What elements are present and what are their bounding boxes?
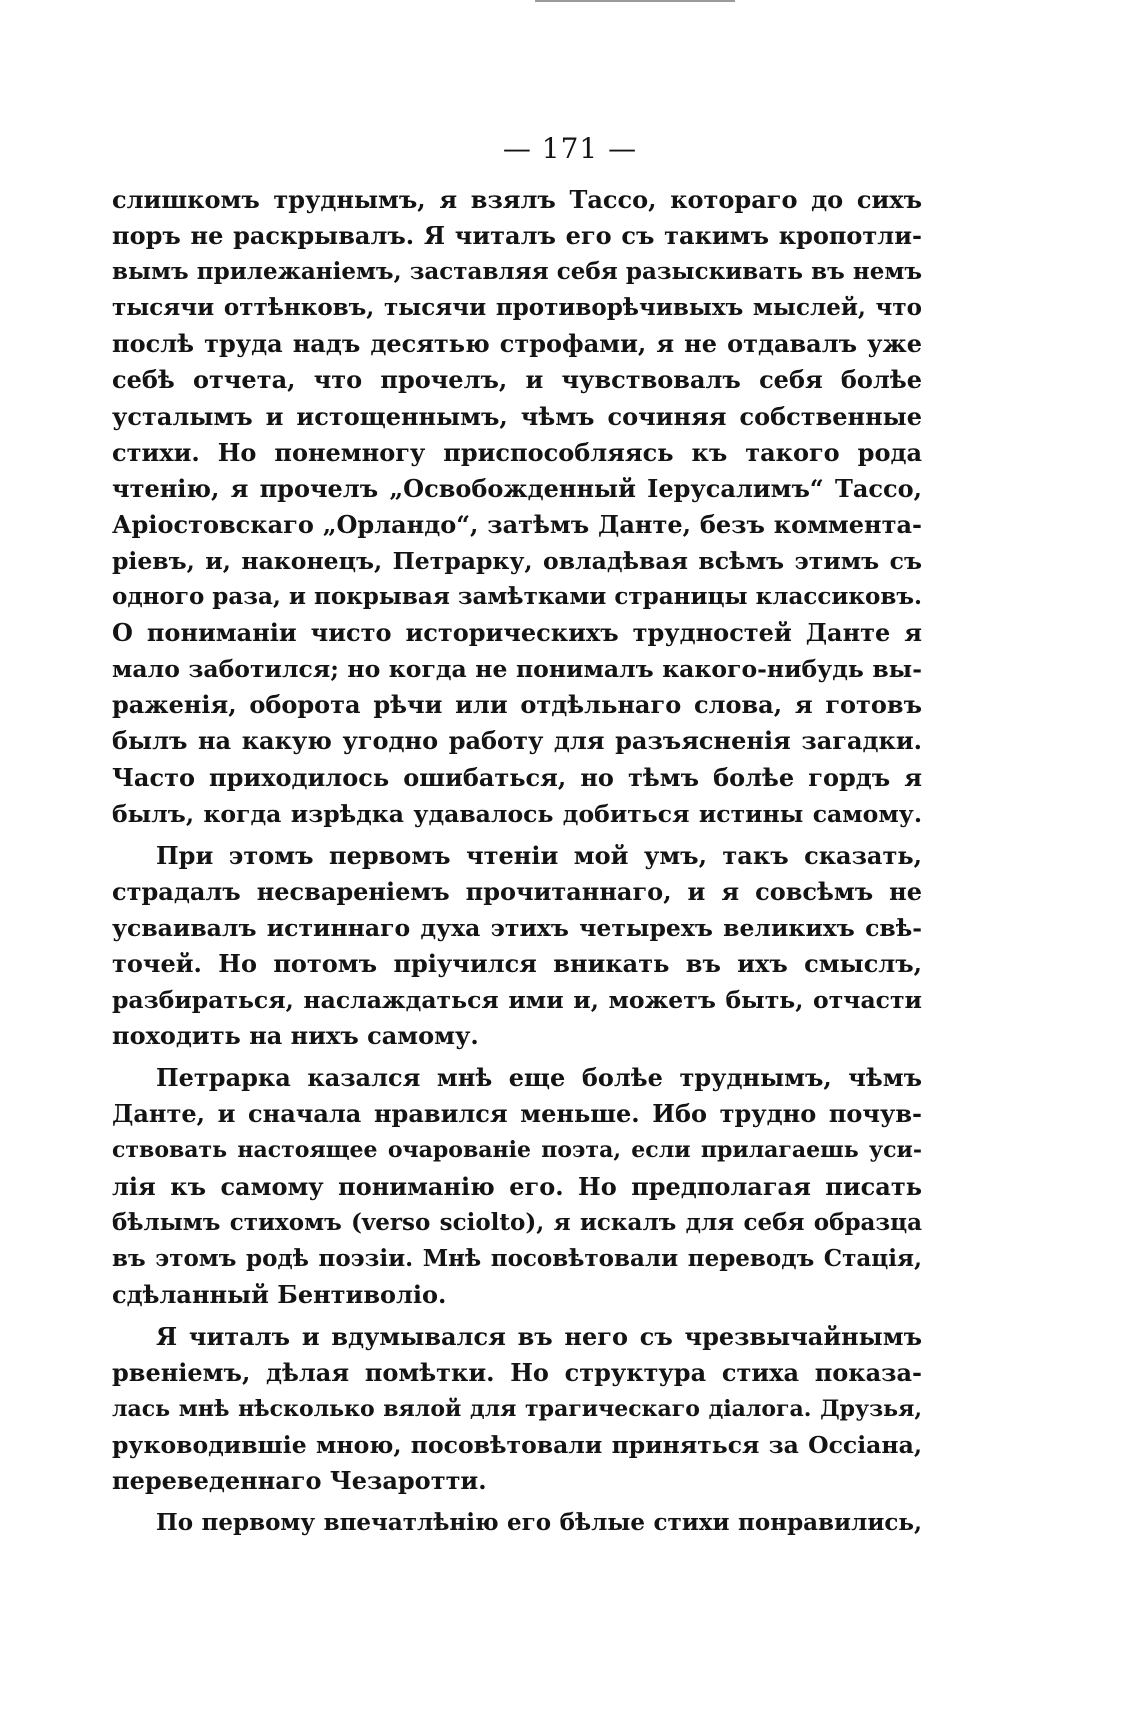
text-line: себѣ отчета, что прочелъ, и чувствовалъ себя болѣе	[112, 365, 922, 395]
text-body	[112, 182, 922, 1541]
text-line: тысячи оттѣнковъ, тысячи противорѣчивыхъ мыслей, что	[112, 294, 922, 322]
text-line: лія къ самому пониманію его. Но предполагая писать	[112, 1171, 922, 1201]
text-line: ріевъ, и, наконецъ, Петрарку, овладѣвая всѣмъ этимъ съ	[112, 546, 922, 575]
text-line: ствовать настоящее очарованіе поэта, если прилагаешь уси-	[112, 1137, 922, 1164]
text-line: О пониманіи чисто историческихъ трудностей Данте я	[112, 618, 922, 648]
text-line: лась мнѣ нѣсколько вялой для трагическаго діалога. Друзья,	[112, 1396, 922, 1423]
paragraph	[112, 1505, 922, 1541]
text-line: Данте, и сначала нравился меньше. Ибо трудно почув-	[112, 1099, 922, 1129]
text-line: усталымъ и истощеннымъ, чѣмъ сочиняя собственные	[112, 401, 922, 431]
text-line: руководившіе мною, посовѣтовали приняться за Оссіана,	[112, 1431, 922, 1460]
paragraph	[112, 1319, 922, 1499]
text-line: разбираться, наслаждаться ими и, можетъ быть, отчасти	[112, 986, 922, 1015]
text-line: чтенію, я прочелъ „Освобожденный Іерусалимъ“ Тассо,	[112, 473, 922, 503]
text-line: былъ, когда изрѣдка удавалось добиться истины самому.	[112, 799, 922, 828]
text-line: По первому впечатлѣнію его бѣлые стихи понравились,	[156, 1509, 922, 1537]
text-line: Я читалъ и вдумывался въ него съ чрезвычайнымъ	[156, 1321, 922, 1351]
text-line: сдѣланный Бентиволіо.	[112, 1279, 447, 1309]
text-line: точей. Но потомъ пріучился вникать въ ихъ смыслъ,	[112, 948, 922, 978]
text-line: рвеніемъ, дѣлая помѣтки. Но структура стиха показа-	[112, 1358, 922, 1387]
top-edge-rule	[535, 0, 735, 2]
text-line: вымъ прилежаніемъ, заставляя себя разыскивать въ немъ	[112, 258, 922, 286]
text-line: Часто приходилось ошибаться, но тѣмъ болѣе гордъ я	[112, 762, 922, 792]
paragraph	[112, 182, 922, 832]
text-line: страдалъ несвареніемъ прочитаннаго, и я совсѣмъ не	[112, 876, 922, 906]
text-line: походить на нихъ самому.	[112, 1021, 479, 1051]
text-line: поръ не раскрывалъ. Я читалъ его съ такимъ кропотли-	[112, 221, 922, 251]
text-line: въ этомъ родѣ поэзіи. Мнѣ посовѣтовали переводъ Стація,	[112, 1244, 922, 1272]
text-line: былъ на какую угодно работу для разъясненія загадки.	[112, 726, 922, 756]
text-line: При этомъ первомъ чтеніи мой умъ, такъ сказать,	[156, 840, 922, 870]
text-line: мало заботился; но когда не понималъ какого-нибудь вы-	[112, 655, 922, 684]
paragraph	[112, 1060, 922, 1313]
paragraph	[112, 838, 922, 1055]
text-line: бѣлымъ стихомъ (verso sciolto), я искалъ для себя образца	[112, 1208, 922, 1236]
text-line: слишкомъ труднымъ, я взялъ Тассо, котораго до сихъ	[112, 185, 922, 214]
text-line: раженія, оборота рѣчи или отдѣльнаго слова, я готовъ	[112, 690, 922, 720]
text-line: переведеннаго Чезаротти.	[112, 1466, 487, 1496]
text-line: Петрарка казался мнѣ еще болѣе труднымъ, чѣмъ	[156, 1063, 922, 1093]
text-line: Аріостовскаго „Орландо“, затѣмъ Данте, безъ коммента-	[112, 509, 922, 539]
text-line: усваивалъ истиннаго духа этихъ четырехъ великихъ свѣ-	[112, 913, 922, 942]
text-line: стихи. Но понемногу приспособляясь къ такого рода	[112, 437, 922, 467]
page-number: — 171 —	[502, 132, 638, 165]
text-line: одного раза, и покрывая замѣтками страницы классиковъ.	[112, 583, 922, 611]
text-line: послѣ труда надъ десятью строфами, я не отдавалъ уже	[112, 329, 922, 359]
